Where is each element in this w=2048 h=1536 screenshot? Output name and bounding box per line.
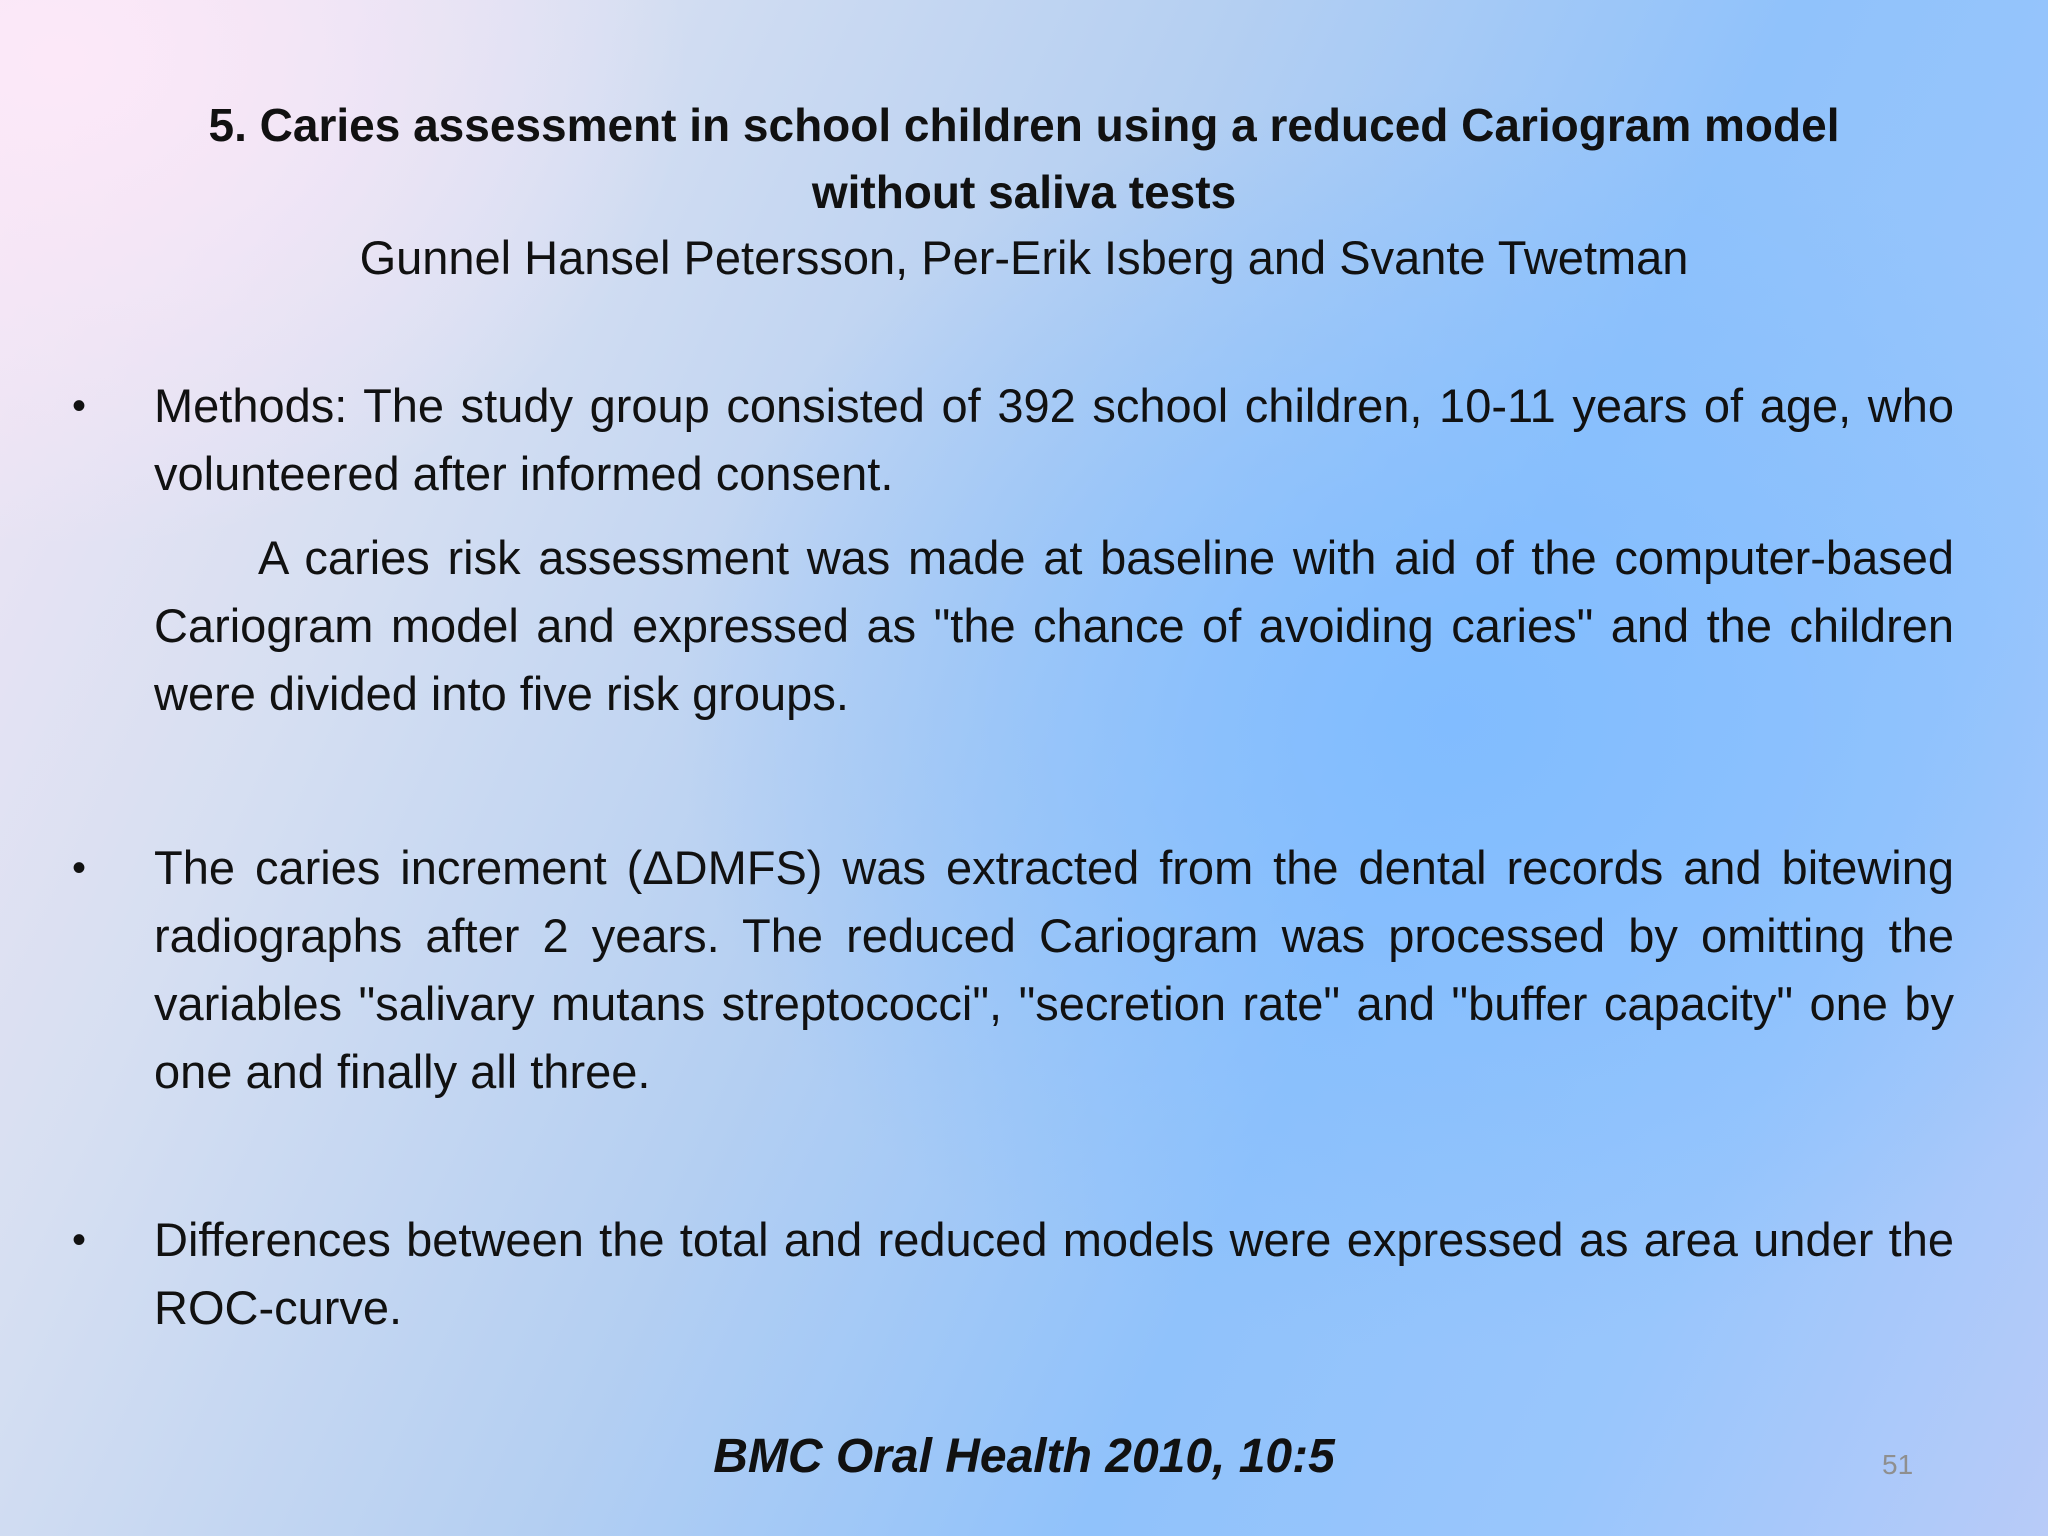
bullet-continuation: A caries risk assessment was made at baseline with aid of the computer-based Cariogram model and expressed as "the chance of avoiding caries" and the children were divided into five risk groups. — [154, 531, 1954, 720]
title-line-2: without saliva tests — [811, 166, 1237, 218]
page-number: 51 — [1882, 1449, 1914, 1480]
bullet-methods — [72, 372, 1954, 728]
bullet-differences — [72, 1206, 1954, 1342]
bullet-caries-increment — [72, 834, 1954, 1106]
bullet-text: Differences between the total and reduced models were expressed as area under the ROC-curve. — [154, 1213, 1954, 1334]
bullet-text: The caries increment (ΔDMFS) was extracted from the dental records and bitewing radiographs after 2 years. The reduced Cariogram was processed by omitting the variables "salivary mutans streptococci", "secretion rate" and "buffer capacity" one by one and finally all three. — [154, 841, 1954, 1098]
bullet-marker: • — [72, 1218, 87, 1262]
title-line-1: 5. Caries assessment in school children using a reduced Cariogram model — [208, 99, 1840, 151]
bullet-marker: • — [72, 846, 87, 890]
bullet-text: Methods: The study group consisted of 392 school children, 10-11 years of age, who volunteered after informed consent. — [154, 379, 1954, 500]
bullet-marker: • — [72, 384, 87, 428]
citation: BMC Oral Health 2010, 10:5 — [713, 1430, 1335, 1483]
bullet-list — [0, 372, 2048, 1342]
slide-title — [100, 92, 1948, 226]
authors: Gunnel Hansel Petersson, Per-Erik Isberg and Svante Twetman — [359, 231, 1689, 284]
